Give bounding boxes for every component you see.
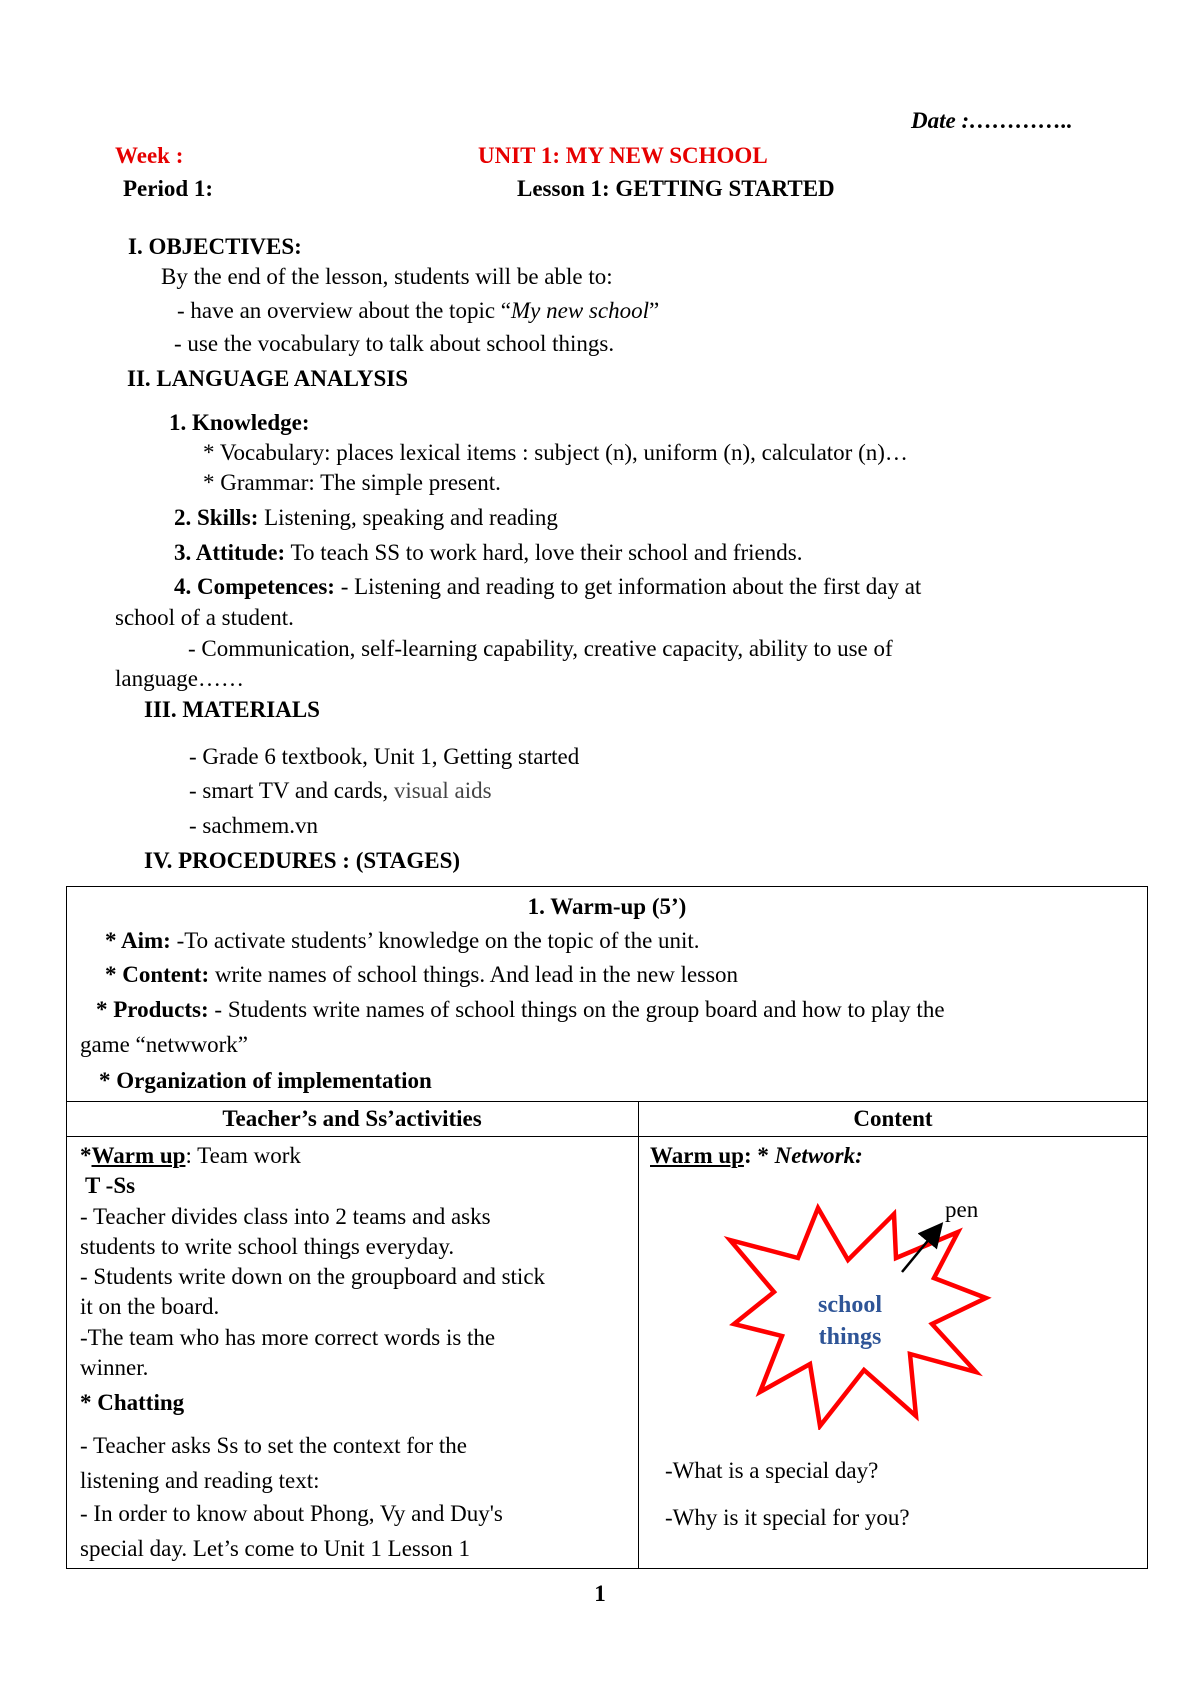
network-star-diagram — [720, 1200, 1000, 1430]
table-divider-columns — [66, 1136, 1148, 1137]
lesson-title: Lesson 1: GETTING STARTED — [517, 176, 835, 201]
network-label: Network: — [774, 1143, 863, 1168]
warmup-title: 1. Warm-up (5’) — [527, 894, 687, 919]
skills-label: 2. Skills: — [174, 505, 259, 530]
column-header-content: Content — [853, 1106, 933, 1131]
organization-label: * Organization of implementation — [99, 1068, 432, 1093]
left-line-5: -The team who has more correct words is the — [80, 1325, 496, 1350]
t-ss-label: T -Ss — [85, 1173, 136, 1198]
left-warmup-star: * — [80, 1143, 92, 1168]
material-item-1: - Grade 6 textbook, Unit 1, Getting started — [189, 744, 580, 769]
network-prefix: : * — [743, 1143, 775, 1168]
warmup-aim — [105, 926, 700, 956]
objective-item-1-prefix: - have an overview about the topic “ — [177, 298, 512, 323]
star-text-line-2: things — [818, 1324, 882, 1350]
attitude-text: To teach SS to work hard, love their school and friends. — [285, 540, 803, 565]
objective-topic: My new school — [511, 298, 649, 323]
chatting-label: * Chatting — [80, 1390, 185, 1415]
products-label: * Products: — [96, 997, 209, 1022]
left-warmup-line — [80, 1141, 301, 1171]
pen-label: pen — [945, 1197, 979, 1222]
material-item-2-a: - smart TV and cards, — [189, 778, 394, 803]
left-line-3: - Students write down on the groupboard and stick — [80, 1264, 546, 1289]
unit-title: UNIT 1: MY NEW SCHOOL — [478, 143, 768, 168]
skills-line — [174, 503, 558, 533]
skills-text: Listening, speaking and reading — [258, 505, 558, 530]
grammar-line: * Grammar: The simple present. — [203, 470, 501, 495]
material-item-2-b: visual aids — [393, 778, 492, 803]
left-line-2: students to write school things everyday. — [80, 1234, 455, 1259]
material-item-2 — [189, 776, 492, 806]
objective-item-2: - use the vocabulary to talk about school things. — [174, 331, 615, 356]
date-label: Date :………….. — [911, 108, 1073, 133]
language-heading: II. LANGUAGE ANALYSIS — [127, 366, 408, 391]
procedures-heading: IV. PROCEDURES : (STAGES) — [144, 848, 461, 873]
attitude-label: 3. Attitude: — [174, 540, 286, 565]
objectives-intro: By the end of the lesson, students will be able to: — [161, 264, 613, 289]
left-warmup-text: : Team work — [185, 1143, 301, 1168]
objective-item-1-suffix: ” — [648, 298, 660, 323]
competences-label: 4. Competences: — [174, 574, 335, 599]
table-column-divider — [638, 1101, 639, 1569]
vocabulary-line: * Vocabulary: places lexical items : subject (n), uniform (n), calculator (n)… — [203, 440, 908, 465]
table-divider-header — [66, 1101, 1148, 1102]
right-warmup-line — [650, 1141, 863, 1171]
materials-heading: III. MATERIALS — [144, 697, 320, 722]
content-text: write names of school things. And lead in the new lesson — [209, 962, 739, 987]
aim-label: * Aim: — [105, 928, 171, 953]
competences-text: - Listening and reading to get information about the first day at — [334, 574, 922, 599]
content-label: * Content: — [105, 962, 210, 987]
competences-line — [174, 572, 921, 602]
left-line-9: - In order to know about Phong, Vy and Duy's — [80, 1501, 503, 1526]
aim-text: -To activate students’ knowledge on the topic of the unit. — [170, 928, 700, 953]
question-2: -Why is it special for you? — [665, 1505, 910, 1530]
communication-line: - Communication, self-learning capability, creative capacity, ability to use of — [188, 636, 893, 661]
left-line-1: - Teacher divides class into 2 teams and asks — [80, 1204, 491, 1229]
left-warmup-label: Warm up — [91, 1143, 186, 1168]
right-warmup-label: Warm up — [650, 1143, 744, 1168]
left-line-8: listening and reading text: — [80, 1468, 320, 1493]
left-line-10: special day. Let’s come to Unit 1 Lesson 1 — [80, 1536, 471, 1561]
objective-item-1 — [177, 296, 659, 326]
left-line-4: it on the board. — [80, 1294, 220, 1319]
warmup-content — [105, 960, 738, 990]
star-text-line-1: school — [817, 1292, 883, 1318]
material-item-3: - sachmem.vn — [189, 813, 319, 838]
page-number: 1 — [594, 1581, 606, 1606]
knowledge-label: 1. Knowledge: — [169, 410, 310, 435]
attitude-line — [174, 538, 802, 568]
warmup-products — [96, 995, 945, 1025]
left-line-7: - Teacher asks Ss to set the context for the — [80, 1433, 467, 1458]
column-header-activities: Teacher’s and Ss’activities — [222, 1106, 482, 1131]
period-label: Period 1: — [123, 176, 214, 201]
products-text: - Students write names of school things on the group board and how to play the — [208, 997, 945, 1022]
week-label: Week : — [115, 143, 184, 168]
competences-cont: school of a student. — [115, 605, 294, 630]
question-1: -What is a special day? — [665, 1458, 879, 1483]
products-cont: game “netwwork” — [80, 1032, 248, 1057]
left-line-6: winner. — [80, 1355, 149, 1380]
objectives-heading: I. OBJECTIVES: — [128, 234, 302, 259]
communication-cont: language…… — [115, 666, 245, 691]
